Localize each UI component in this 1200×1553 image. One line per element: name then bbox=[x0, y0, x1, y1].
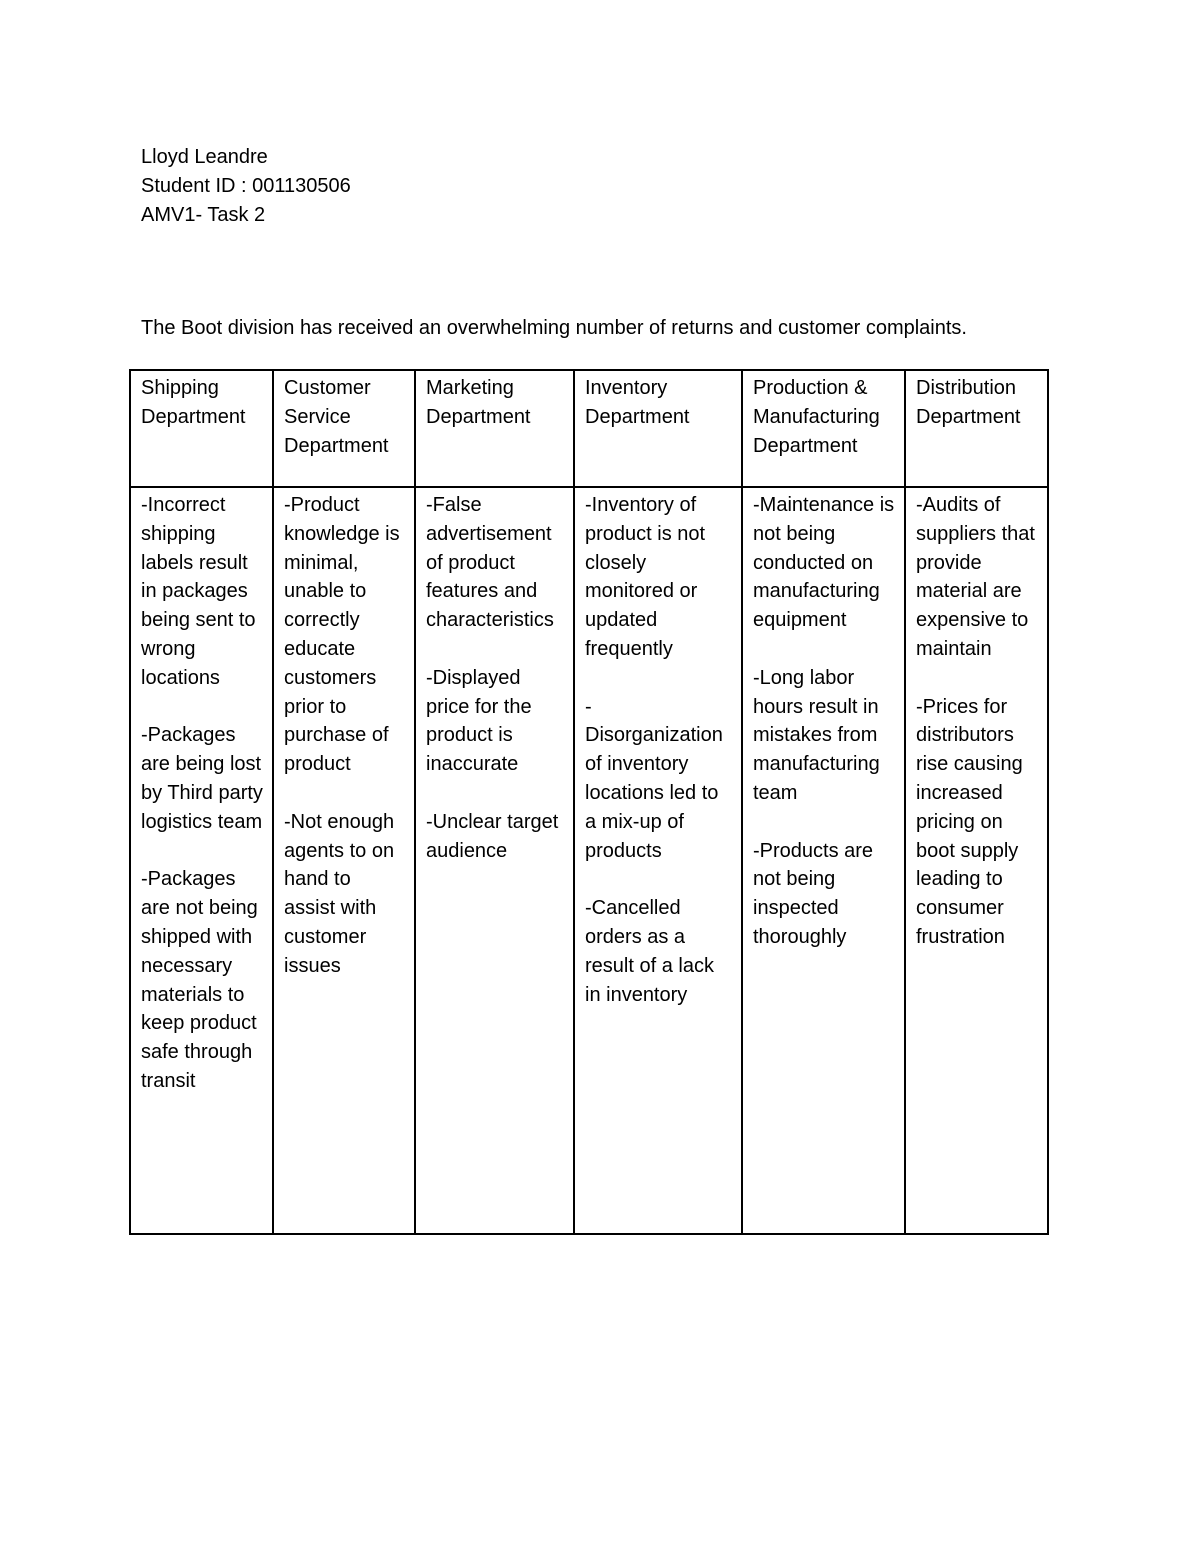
table-body-row bbox=[130, 487, 1048, 1234]
header-distribution-department: Distribution Department bbox=[905, 370, 1048, 487]
issue-item: -Product knowledge is minimal, unable to correctly educate customers prior to purchase of product bbox=[284, 494, 400, 776]
issue-item: -Maintenance is not being conducted on manufacturing equipment bbox=[753, 494, 895, 632]
header-marketing-department: Marketing Department bbox=[415, 370, 574, 487]
cell-production-manufacturing-issues bbox=[742, 487, 905, 1234]
issue-item: -Displayed price for the product is inaccurate bbox=[426, 666, 532, 776]
issue-item: -Packages are not being shipped with necessary materials to keep product safe through transit bbox=[141, 868, 258, 1092]
issue-item: -Inventory of product is not closely monitored or updated frequently bbox=[585, 494, 706, 660]
issue-item: -Not enough agents to on hand to assist with customer issues bbox=[284, 810, 395, 977]
issue-item: - Disorganization of inventory locations led to a mix-up of products bbox=[585, 695, 723, 862]
issue-item: -Cancelled orders as a result of a lack in inventory bbox=[585, 897, 714, 1006]
cell-distribution-issues bbox=[905, 487, 1048, 1234]
header-inventory-department: Inventory Department bbox=[574, 370, 742, 487]
issue-item: -Prices for distributors rise causing increased pricing on boot supply leading to consumer frustration bbox=[916, 695, 1023, 948]
cell-marketing-issues bbox=[415, 487, 574, 1234]
header-shipping-department: Shipping Department bbox=[130, 370, 273, 487]
issue-item: -Audits of suppliers that provide material are expensive to maintain bbox=[916, 494, 1035, 660]
header-production-manufacturing-department: Production & Manufacturing Department bbox=[742, 370, 905, 487]
author-name: Lloyd Leandre bbox=[141, 146, 268, 168]
issue-item: -Incorrect shipping labels result in packages being sent to wrong locations bbox=[141, 494, 256, 689]
header-customer-service-department: Customer Service Department bbox=[273, 370, 415, 487]
department-issues-table bbox=[129, 369, 1049, 1235]
cell-customer-service-issues bbox=[273, 487, 415, 1234]
issue-item: -Long labor hours result in mistakes from manufacturing team bbox=[753, 666, 880, 804]
cell-shipping-issues bbox=[130, 487, 273, 1234]
task-title: AMV1- Task 2 bbox=[141, 204, 266, 226]
document-header bbox=[141, 143, 351, 230]
issue-item: -Products are not being inspected thoroughly bbox=[753, 839, 874, 948]
issue-item: -Packages are being lost by Third party logistics team bbox=[141, 724, 263, 833]
intro-sentence: The Boot division has received an overwhelming number of returns and customer complaints. bbox=[141, 317, 967, 339]
cell-inventory-issues bbox=[574, 487, 742, 1234]
issue-item: -Unclear target audience bbox=[426, 810, 559, 862]
student-id: Student ID : 001130506 bbox=[141, 175, 351, 197]
table-header-row bbox=[130, 370, 1048, 487]
issue-item: -False advertisement of product features and characteristics bbox=[426, 494, 554, 632]
